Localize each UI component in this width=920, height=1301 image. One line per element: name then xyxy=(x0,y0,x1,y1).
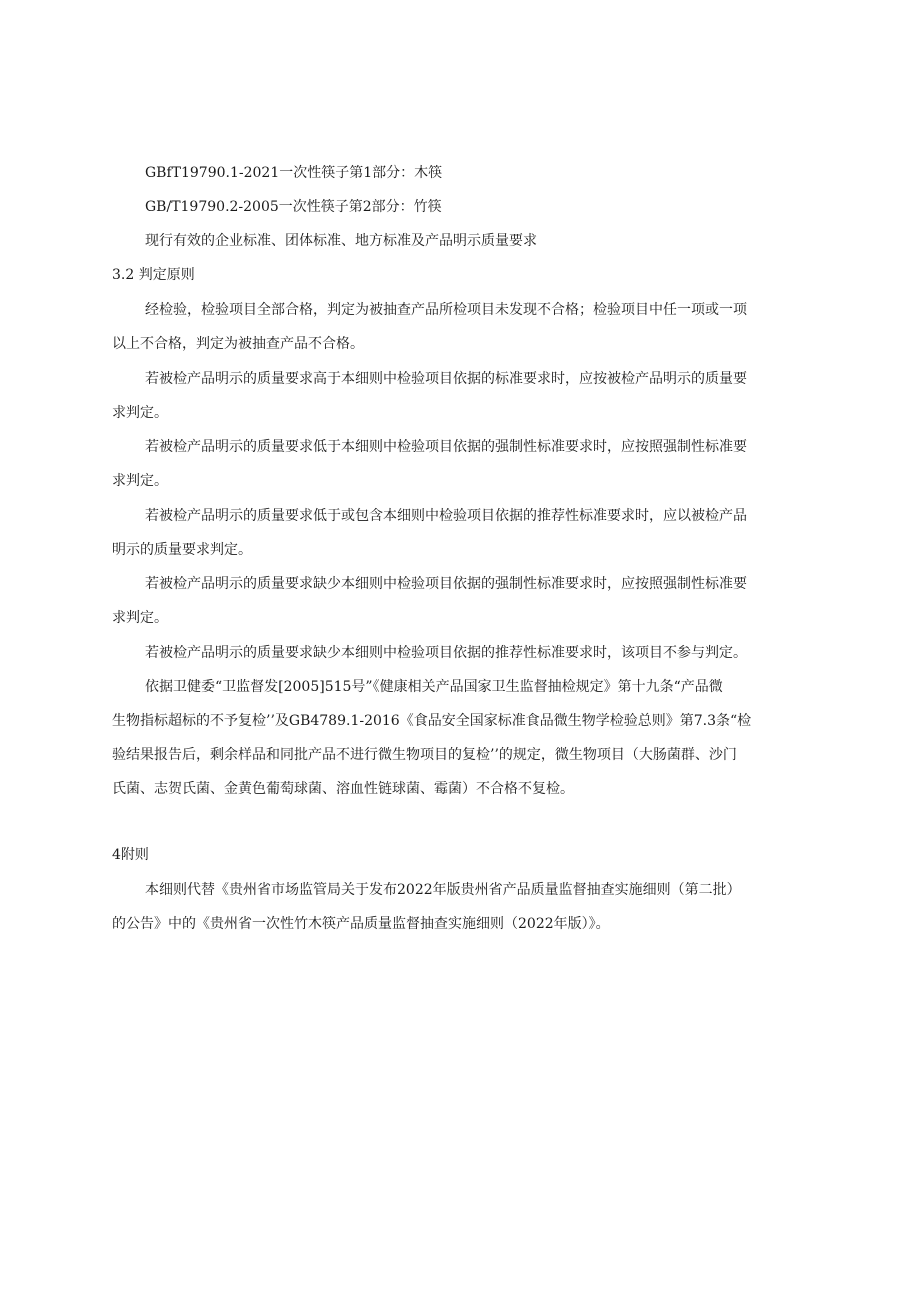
paragraph-3-line-1: 若被检产品明示的质量要求低于本细则中检验项目依据的强制性标准要求时，应按照强制性标准要 xyxy=(145,439,747,455)
paragraph-7-line-3: 验结果报告后，剩余样品和同批产品不进行微生物项目的复检’’的规定，微生物项目（大肠菌群、沙门 xyxy=(112,747,737,763)
paragraph-7-line-4: 氏菌、志贺氏菌、金黄色葡萄球菌、溶血性链球菌、霉菌）不合格不复检。 xyxy=(112,781,574,797)
paragraph-6-line-1: 若被检产品明示的质量要求缺少本细则中检验项目依据的推荐性标准要求时，该项目不参与判定。 xyxy=(145,645,747,661)
paragraph-7-line-2: 生物指标超标的不予复检’’及GB4789.1-2016《食品安全国家标准食品微生物学检验总则》第7.3条“检 xyxy=(112,713,752,729)
paragraph-2-line-2: 求判定。 xyxy=(112,405,168,421)
paragraph-3-line-2: 求判定。 xyxy=(112,473,168,489)
paragraph-7-line-1: 依据卫健委“卫监督发[2005]515号”《健康相关产品国家卫生监督抽检规定》第十九条“产品微 xyxy=(145,679,723,695)
paragraph-2-line-1: 若被检产品明示的质量要求高于本细则中检验项目依据的标准要求时，应按被检产品明示的质量要 xyxy=(145,371,747,387)
section-4-paragraph-line-2: 的公告》中的《贵州省一次性竹木筷产品质量监督抽查实施细则（2022年版）》。 xyxy=(112,916,610,932)
standard-line-3: 现行有效的企业标准、团体标准、地方标准及产品明示质量要求 xyxy=(145,233,537,249)
paragraph-1-line-1: 经检验，检验项目全部合格，判定为被抽查产品所检项目未发现不合格；检验项目中任一项或一项 xyxy=(145,302,747,318)
paragraph-5-line-2: 求判定。 xyxy=(112,610,168,626)
paragraph-1-line-2: 以上不合格，判定为被抽查产品不合格。 xyxy=(112,336,364,352)
section-4-heading: 4附则 xyxy=(112,847,149,863)
paragraph-4-line-1: 若被检产品明示的质量要求低于或包含本细则中检验项目依据的推荐性标准要求时，应以被检产品 xyxy=(145,508,747,524)
section-4-paragraph-line-1: 本细则代替《贵州省市场监管局关于发布2022年版贵州省产品质量监督抽查实施细则（第二批） xyxy=(145,882,741,898)
paragraph-5-line-1: 若被检产品明示的质量要求缺少本细则中检验项目依据的强制性标准要求时，应按照强制性标准要 xyxy=(145,576,747,592)
paragraph-4-line-2: 明示的质量要求判定。 xyxy=(112,542,252,558)
section-3-2-heading: 3.2 判定原则 xyxy=(112,267,195,283)
standard-line-1: GBfT19790.1-2021一次性筷子第1部分：木筷 xyxy=(145,165,443,181)
standard-line-2: GB/T19790.2-2005一次性筷子第2部分：竹筷 xyxy=(145,199,442,215)
